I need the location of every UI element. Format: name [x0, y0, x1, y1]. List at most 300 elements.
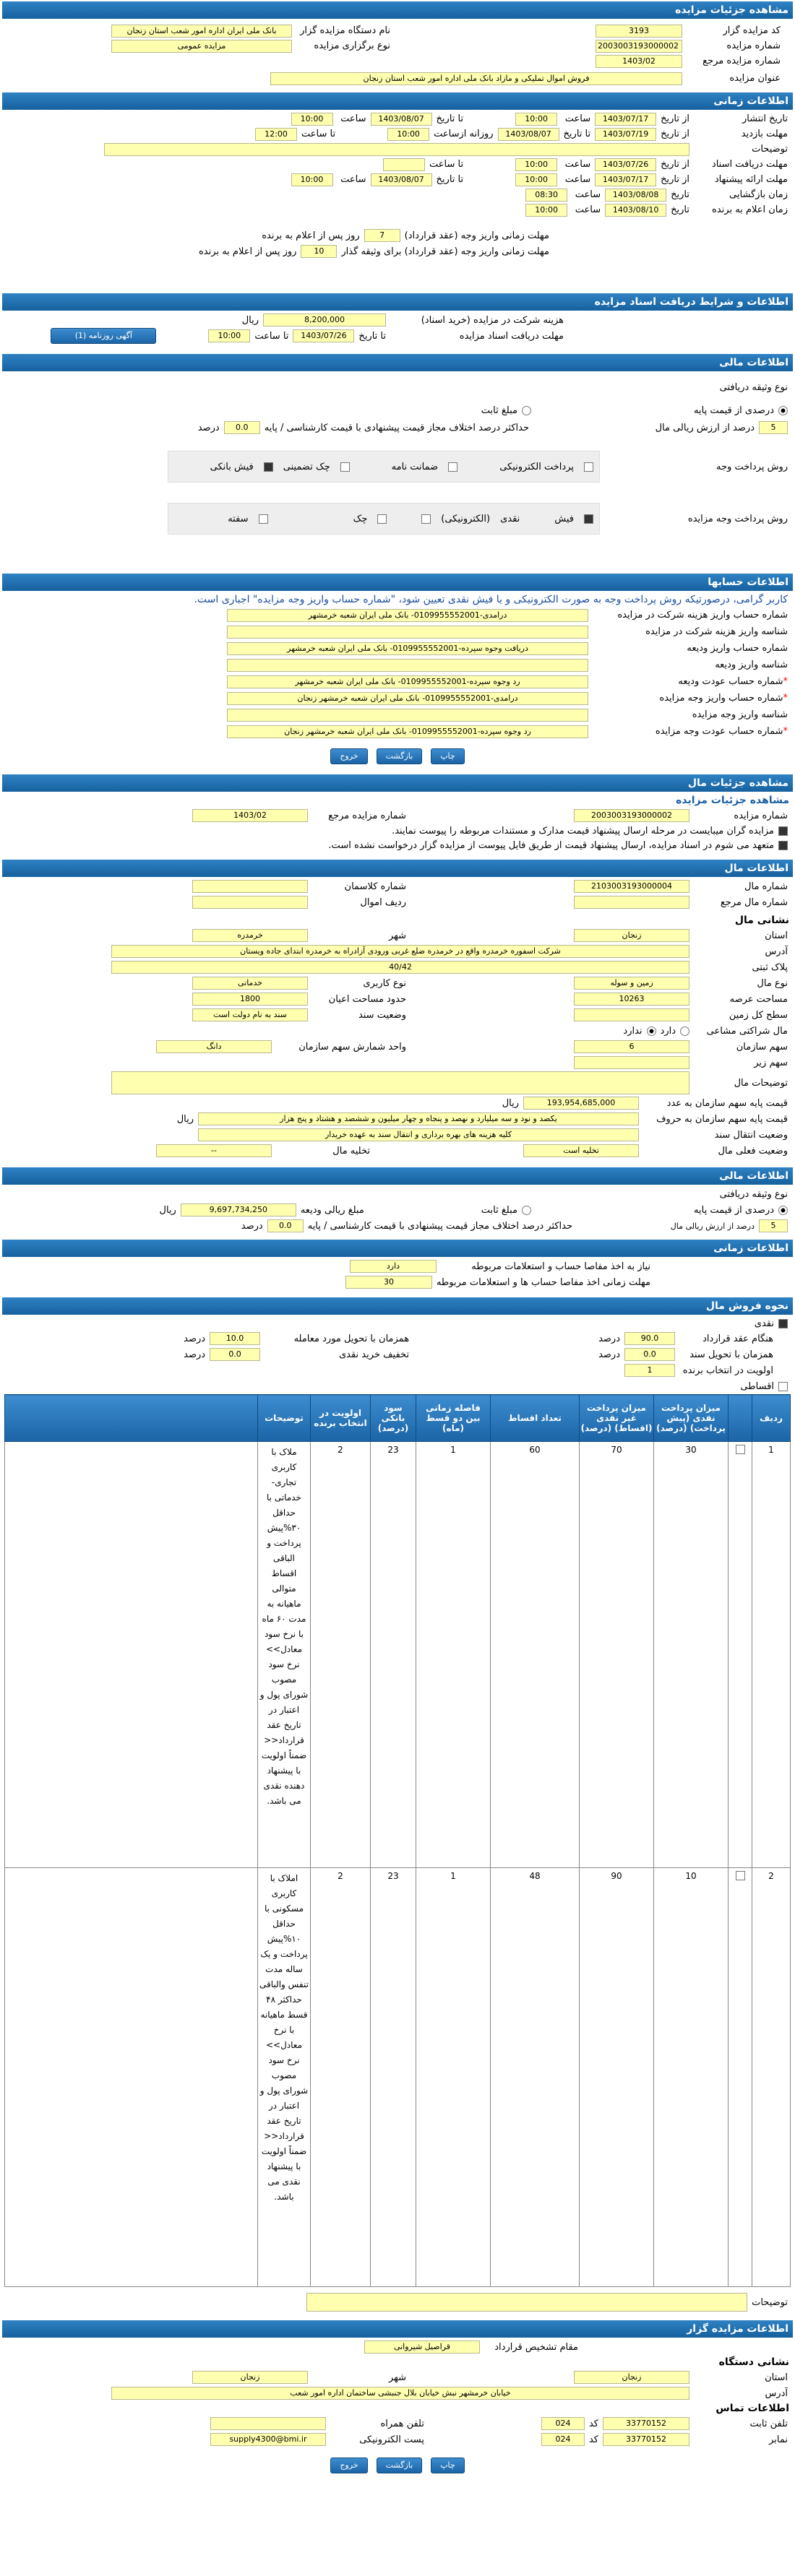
province-field: زنجان [574, 929, 689, 942]
label: درصد [197, 422, 220, 433]
label: مهلت دریافت اسناد [711, 159, 788, 170]
label: هزینه شرکت در مزایده (خرید اسناد) [421, 314, 564, 326]
label: واحد شمارش سهم سازمان [298, 1041, 406, 1053]
account-row [0, 640, 795, 657]
back-button-bottom[interactable]: بازگشت [377, 2458, 423, 2473]
contract-percent-field: 90.0 [624, 1332, 675, 1345]
offer-to-date: 1403/08/07 [371, 173, 432, 186]
publish-from-time: 10:00 [515, 113, 557, 126]
table-cell-description: ملاک با کاربری تجاری-خدماتی با حداقل ۳۰%پیش پرداخت و الباقی اقساط متوالی ماهیانه به مدت ۶۰ ماه با نرخ سود معادل>> نرخ سود مصوب شورای پول و اعتبار در تاریخ عقد قرارداد<< ضمناً اولویت با پیشنهاد دهنده نقدی می باشد. [258, 1442, 311, 1868]
org-share-field: 6 [574, 1040, 689, 1053]
label: پست الکترونیکی [359, 2434, 424, 2445]
offer-from-time: 10:00 [515, 173, 557, 186]
account-value: درامدی-0109955552001- بانک ملی ایران شعبه خرمشهر زنجان [227, 692, 588, 705]
label: تاریخ [671, 204, 689, 215]
item-ref-field [574, 896, 689, 909]
priority-field: 1 [624, 1364, 675, 1377]
label: شناسه واریز ودیعه [715, 660, 788, 670]
required-star: * [783, 693, 788, 704]
org-city-field: زنجان [192, 2371, 308, 2384]
account-row [0, 673, 795, 690]
label: درصد [241, 1220, 263, 1232]
total-area-field [574, 1008, 689, 1021]
label: قیمت پایه سهم سازمان به عدد [666, 1097, 788, 1109]
label: مهلت دریافت اسناد مزایده [459, 330, 564, 342]
account-value [227, 626, 588, 639]
phone-code-field: 024 [541, 2417, 585, 2430]
mobile-field [210, 2417, 326, 2430]
label: از تاریخ [661, 159, 689, 170]
table-header-row [5, 1395, 791, 1442]
table-cell: 30 [654, 1442, 729, 1868]
label: نام دستگاه مزایده گزار [300, 25, 390, 36]
checkbox-electronic-cash[interactable] [421, 514, 431, 524]
label: هنگام عقد قرارداد [702, 1333, 773, 1344]
label: دارد [660, 1025, 676, 1037]
label: شناسه واریز هزینه شرکت در مزایده [645, 626, 788, 637]
row-checkbox[interactable] [736, 1871, 745, 1880]
account-value [227, 709, 588, 722]
col-header-spacer [5, 1395, 258, 1442]
delivery-deed-percent-field: 0.0 [624, 1348, 675, 1361]
col-header: میزان پرداخت غیر نقدی (اقساط) (درصد) [580, 1395, 654, 1442]
table-cell-spacer [5, 1442, 258, 1868]
max-diff-field-2: 0.0 [267, 1219, 304, 1232]
label: شماره مزایده مرجع [702, 56, 781, 66]
table-cell: 10 [654, 1868, 729, 2287]
label: تلفن همراه [380, 2418, 424, 2429]
label: تخلیه مال [332, 1145, 370, 1157]
sale-notes-field [306, 2293, 747, 2312]
docs-from-date: 1403/07/26 [595, 158, 656, 171]
payment-method-box [168, 451, 600, 483]
label: شماره حساب عودت ودیعه [678, 676, 783, 687]
item-address-title: نشانی مال [734, 915, 789, 926]
checkbox-installment[interactable] [778, 1382, 788, 1391]
label: درصد [598, 1333, 620, 1344]
table-cell: 1 [752, 1442, 791, 1868]
col-header: اولویت در انتخاب برنده [311, 1395, 371, 1442]
item-row-field [192, 896, 308, 909]
label: اقساطی [740, 1380, 774, 1392]
auctioneer-code-field: 3193 [596, 25, 682, 38]
auction-subject-field: فروش اموال تملیکی و مازاد بانک ملی اداره امور شعب استان زنجان [270, 72, 682, 85]
label: مبلغ ثابت [481, 405, 517, 416]
label: کد مزایده گزار [723, 25, 781, 36]
label: ریال [159, 1204, 176, 1216]
contract-authority-field: قراصیل شیروانی [364, 2341, 480, 2354]
label: فیش [554, 513, 574, 524]
account-row [0, 690, 795, 706]
auction-number-field: 2003003193000002 [596, 40, 682, 53]
table-cell: 23 [371, 1442, 416, 1868]
label: حداکثر درصد اختلاف مجاز قیمت پیشنهادی با قیمت کارشناسی / پایه [264, 422, 529, 433]
label: روز پس از اعلام به برنده [262, 230, 360, 241]
checkbox-bank-slip[interactable] [264, 462, 273, 472]
label: متعهد می شوم در اسناد مزایده، ارسال پیشنهاد قیمت از طریق فایل پیوست از مزایده گزار درخواست نشده است. [328, 839, 774, 851]
label: کد [588, 2434, 598, 2445]
print-button[interactable]: چاپ [431, 748, 465, 764]
label: وضعیت انتقال سند [714, 1129, 788, 1141]
deed-status-field: سند به نام دولت است [192, 1008, 308, 1021]
checkbox-cash[interactable] [778, 1319, 788, 1328]
transfer-status-field: کلیه هزینه های بهره برداری و انتقال سند به عهده خریدار [198, 1128, 639, 1141]
table-cell-spacer [5, 1868, 258, 2287]
phone-field: 33770152 [603, 2417, 689, 2430]
label: اولویت در انتخاب برنده [682, 1365, 773, 1376]
auction-payment-box [168, 503, 600, 535]
label: تا تاریخ [358, 330, 386, 342]
label: درصد [184, 1349, 206, 1360]
deposit-percent-field-2: 5 [759, 1219, 788, 1232]
label: مال شراکتی مشاعی [706, 1025, 788, 1037]
label: تا ساعت [429, 159, 464, 170]
checkbox-slip[interactable] [584, 514, 593, 524]
max-diff-field: 0.0 [224, 421, 260, 434]
checkbox-commit[interactable] [778, 841, 788, 850]
label: ریال [241, 314, 259, 326]
table-cell: 2 [311, 1868, 371, 2287]
label: شماره حساب واریز هزینه شرکت در مزایده [617, 610, 788, 621]
share-unit-field: دانگ [156, 1040, 272, 1053]
exit-button-bottom[interactable]: خروج [330, 2458, 367, 2473]
accounts-list [0, 607, 795, 740]
publish-to-date: 1403/08/07 [371, 113, 432, 126]
back-button[interactable]: بازگشت [377, 748, 423, 764]
plate-field: 40/42 [111, 961, 689, 974]
visit-from-date: 1403/07/19 [595, 128, 656, 141]
label: نوع وثیقه دریافتی [719, 381, 788, 393]
label: تا تاریخ [436, 113, 464, 124]
cash-discount-field: 0.0 [210, 1348, 260, 1361]
offer-to-time: 10:00 [291, 173, 333, 186]
section-header-item-info: اطلاعات مال [2, 860, 793, 877]
label: درصدی از قیمت پایه [694, 405, 774, 416]
label: سطح کل زمین [729, 1009, 788, 1021]
account-row [0, 657, 795, 673]
label: نوع کاربری [363, 977, 406, 989]
base-price-words-field: یکصد و نود و سه میلیارد و نهصد و پنجاه و چهار میلیون و ششصد و هشتاد و پنج هزار [198, 1112, 639, 1125]
evacuation-field: -- [156, 1144, 272, 1157]
section-header-sale-method: نحوه فروش مال [2, 1297, 793, 1315]
section-header-auctioneer: اطلاعات مزایده گزار [2, 2320, 793, 2338]
address-field: شرکت اسفوره خرمدره واقع در خرمدره ضلع غربی ورودی آزادراه به خرمدره ابتدای جاده ویستان [111, 945, 689, 958]
sub-share-field [574, 1056, 689, 1069]
label: شماره کلاسمان [344, 881, 406, 892]
label: سهم زیر [754, 1057, 788, 1068]
label: (الکترونیکی) [441, 513, 491, 524]
org-province-field: زنجان [574, 2371, 689, 2384]
label: مقام تشخیص قرارداد [494, 2341, 578, 2353]
label: کد [588, 2418, 598, 2429]
subheader: مشاهده جزئیات مزایده [676, 795, 789, 806]
city-field: خرمدره [192, 929, 308, 942]
account-row [0, 723, 795, 740]
section-header-financial-2: اطلاعات مالی [2, 1167, 793, 1185]
deposit-amount-field: 9,697,734,250 [181, 1203, 296, 1216]
label: پرداخت الکترونیکی [499, 461, 574, 472]
label: وضعیت فعلی مال [718, 1145, 788, 1157]
required-star: * [783, 726, 788, 737]
label: آدرس [765, 2387, 788, 2399]
label: سهم سازمان [736, 1041, 788, 1053]
label: روزانه ازساعت [434, 129, 494, 139]
table-cell-select [729, 1442, 752, 1868]
label: مهلت ارائه پیشنهاد [714, 174, 788, 185]
organization-field: بانک ملی ایران اداره امور شعب استان زنجان [111, 25, 292, 38]
doc-deadline-date: 1403/07/26 [293, 329, 354, 342]
label: ساعت [575, 189, 601, 200]
label: از تاریخ [661, 129, 689, 139]
label: مهلت بازدید [741, 129, 788, 139]
newspaper-ad-button[interactable]: آگهی روزنامه (1) [51, 328, 156, 344]
participation-cost-field: 8,200,000 [263, 314, 386, 327]
table-row [5, 1868, 791, 2287]
exit-button[interactable]: خروج [330, 748, 367, 764]
account-value [227, 659, 588, 672]
label: زمان اعلام به برنده [712, 204, 788, 215]
label: تا تاریخ [436, 174, 464, 185]
label: همزمان با تحویل سند [689, 1349, 773, 1360]
reference-number-field: 1403/02 [192, 809, 308, 822]
payment-deadline-days: 7 [364, 229, 400, 242]
label: شماره مزایده [726, 40, 781, 51]
radio-shared-no[interactable] [647, 1026, 656, 1036]
radio-fixed-amount[interactable] [522, 406, 531, 415]
label: روش پرداخت وجه مزایده [687, 513, 788, 524]
label: مبلغ ثابت [481, 1204, 517, 1216]
visit-to-time: 12:00 [255, 128, 297, 141]
table-cell: 70 [580, 1442, 654, 1868]
label: روش پرداخت وجه [716, 461, 788, 472]
label: شماره مزایده [734, 810, 788, 821]
table-cell: 90 [580, 1868, 654, 2287]
fax-code-field: 024 [541, 2433, 585, 2446]
auction-number-field: 2003003193000002 [574, 809, 689, 822]
label: درصد از ارزش ریالی مال [670, 1221, 755, 1231]
row-checkbox[interactable] [736, 1445, 745, 1454]
label: ضمانت نامه [391, 461, 439, 472]
label: شناسه واریز وجه مزایده [692, 709, 788, 720]
label: مساحت عرصه [729, 993, 788, 1005]
checkbox-cheque[interactable] [340, 462, 350, 472]
label: مهلت زمانی واریز وجه (عقد قرارداد) [404, 230, 549, 241]
label: شماره حساب واریز ودیعه [687, 643, 788, 654]
publish-to-time: 10:00 [291, 113, 333, 126]
label: حدود مساحت اعیان [328, 993, 406, 1005]
account-value: درامدی-0109955552001- بانک ملی ایران شعبه خرمشهر [227, 609, 588, 622]
label: چک تضمینی [283, 461, 330, 472]
org-address-title: نشانی دستگاه [718, 2356, 789, 2368]
label: تا تاریخ [563, 129, 591, 139]
col-header: توضیحات [258, 1395, 311, 1442]
publish-from-date: 1403/07/17 [595, 113, 656, 126]
label: تا ساعت [254, 330, 289, 342]
label: ساعت [564, 159, 591, 170]
radio-percent-base[interactable] [778, 406, 788, 415]
label: مبلغ ریالی ودیعه [300, 1204, 364, 1216]
label: همزمان با تحویل مورد معامله [293, 1333, 410, 1344]
label: تلفن ثابت [749, 2418, 788, 2429]
contact-title: اطلاعات تماس [716, 2403, 789, 2414]
label: شماره مزایده مرجع [328, 810, 406, 821]
deposit-percent-field: 5 [759, 421, 788, 434]
label: تخفیف خرید نقدی [338, 1349, 410, 1360]
radio-shared-yes[interactable] [680, 1026, 689, 1036]
label: شهر [388, 930, 406, 941]
table-cell: 2 [752, 1868, 791, 2287]
label: درصد [598, 1349, 620, 1360]
usage-field: خدماتی [192, 977, 308, 990]
checkbox-cheque2[interactable] [377, 514, 387, 524]
label: ساعت [575, 204, 601, 215]
table-cell-description: املاک با کاربری مسکونی با حداقل ۱۰%پیش پرداخت و یک ساله مدت تنفس والباقی حداکثر ۴۸ قسط ماهیانه با نرخ معادل>> نرخ سود مصوب شورای پول و اعتبار در تاریخ عقد قرارداد<< ضمناً اولویت با پیشنهاد نقدی می باشد. [258, 1868, 311, 2287]
class-number-field [192, 880, 308, 893]
item-number-field: 2103003193000004 [574, 880, 689, 893]
label: سفته [228, 513, 249, 524]
land-area-field: 10263 [574, 993, 689, 1006]
table-cell-select [729, 1868, 752, 2287]
table-row [5, 1442, 791, 1868]
building-area-field: 1800 [192, 993, 308, 1006]
table-cell: 1 [416, 1442, 491, 1868]
col-header: میزان پرداخت نقدی (پیش پرداخت) (درصد) [654, 1395, 729, 1442]
account-value: دریافت وجوه سپرده-0109955552001- بانک ملی ایران شعبه خرمشهر [227, 642, 588, 655]
checkbox-electronic[interactable] [584, 462, 593, 472]
col-header-select [729, 1395, 752, 1442]
label: قیمت پایه سهم سازمان به حروف [656, 1113, 788, 1125]
time-description-field [104, 143, 689, 156]
account-row [0, 623, 795, 640]
collateral-deadline-days: 10 [301, 245, 337, 258]
label: پلاک ثبتی [752, 961, 788, 973]
label: وضعیت سند [358, 1009, 406, 1021]
label: استان [765, 930, 788, 941]
account-row [0, 706, 795, 723]
section-header-time-info: اطلاعات زمانی [2, 92, 793, 110]
label: ساعت [564, 113, 591, 124]
section-header-time-2: اطلاعات زمانی [2, 1240, 793, 1257]
doc-deadline-time: 10:00 [208, 329, 250, 342]
col-header: تعداد اقساط [491, 1395, 580, 1442]
label: نقدی [500, 513, 520, 524]
label: شماره مال [744, 881, 788, 892]
col-header: فاصله زمانی بین دو قسط (ماه) [416, 1395, 491, 1442]
label: ریال [176, 1113, 194, 1125]
label: مزایده گران میبایست در مرحله ارسال پیشنهاد قیمت مدارک و مستندات مربوطه را پیوست نمایند. [392, 825, 774, 837]
radio-percent-base-2[interactable] [778, 1206, 788, 1215]
checkbox-promissory[interactable] [259, 514, 268, 524]
print-button-bottom[interactable]: چاپ [431, 2458, 465, 2473]
label: شهر [388, 2372, 406, 2383]
label: فیش بانکی [210, 461, 254, 472]
account-value: رد وجوه سپرده-0109955552001- بانک ملی ایران شعبه خرمشهر زنجان [227, 725, 588, 738]
item-kind-field: زمین و سوله [574, 977, 689, 990]
opening-date: 1403/08/08 [605, 189, 666, 202]
label: نوع وثیقه دریافتی [719, 1188, 788, 1200]
docs-to-time [383, 158, 425, 171]
account-value: رد وجوه سپرده-0109955552001- بانک ملی ایران شعبه خرمشهر [227, 675, 588, 688]
clearance-days-field: 30 [345, 1276, 432, 1289]
delivery-item-percent-field: 10.0 [210, 1332, 260, 1345]
label: درصد از ارزش ریالی مال [655, 422, 755, 433]
label: حداکثر درصد اختلاف مجاز قیمت پیشنهادی با قیمت کارشناسی / پایه [307, 1220, 572, 1232]
label: از تاریخ [661, 113, 689, 124]
section-header-item-details: مشاهده جزئیات مال [2, 774, 793, 792]
table-cell: 23 [371, 1868, 416, 2287]
label: نقدی [754, 1318, 774, 1329]
label: تاریخ [671, 189, 689, 200]
opening-time: 08:30 [525, 189, 567, 202]
table-cell: 1 [416, 1868, 491, 2287]
occupancy-field: تخلیه است [523, 1144, 639, 1157]
offer-from-date: 1403/07/17 [595, 173, 656, 186]
checkbox-guarantee[interactable] [448, 462, 457, 472]
announce-time: 10:00 [525, 204, 567, 217]
auction-type-field: مزایده عمومی [111, 40, 292, 53]
label: ردیف اموال [360, 896, 406, 908]
docs-from-time: 10:00 [515, 158, 557, 171]
visit-from-time: 10:00 [387, 128, 429, 141]
label: توضیحات مال [734, 1077, 788, 1089]
label: چک [353, 513, 368, 524]
col-header: ردیف [752, 1395, 791, 1442]
label: ساعت [340, 113, 366, 124]
section-header-auction-details: مشاهده جزئیات مزایده [2, 1, 793, 19]
clearance-required-field: دارد [350, 1260, 437, 1273]
reference-number-field: 1403/02 [596, 55, 682, 68]
section-header-financial: اطلاعات مالی [2, 354, 793, 371]
label: شماره مال مرجع [720, 896, 788, 908]
required-star: * [783, 676, 788, 687]
label: درصد [184, 1333, 206, 1344]
label: توضیحات [752, 144, 788, 155]
visit-to-date: 1403/08/07 [498, 128, 559, 141]
label: عنوان مزایده [729, 73, 781, 84]
label: مهلت زمانی اخذ مفاصا حساب ها و استعلامات مربوطه [436, 1276, 650, 1288]
radio-fixed-amount-2[interactable] [522, 1206, 531, 1215]
section-header-doc-conditions: اطلاعات و شرایط دریافت اسناد مزایده [2, 293, 793, 311]
label: ندارد [623, 1025, 643, 1037]
label: نوع مال [757, 977, 788, 989]
col-header: سود بانکی (درصد) [371, 1395, 416, 1442]
accounts-note: کاربر گرامی، درصورتیکه روش پرداخت وجه به صورت الکترونیکی و یا فیش نقدی تعیین شود، "شماره حساب واریز وجه مزایده" اجباری است. [194, 594, 788, 605]
label: زمان بازگشایی [729, 189, 788, 200]
email-field: supply4300@bmi.ir [210, 2433, 326, 2446]
table-cell: 48 [491, 1868, 580, 2287]
label: درصدی از قیمت پایه [694, 1204, 774, 1216]
label: نوع برگزاری مزایده [314, 40, 390, 51]
label: روز پس از اعلام به برنده [199, 246, 297, 257]
announce-date: 1403/08/10 [605, 204, 666, 217]
label: استان [765, 2372, 788, 2383]
label: نیاز به اخذ مفاصا حساب و استعلامات مربوطه [471, 1261, 650, 1272]
label: نمابر [769, 2434, 788, 2445]
org-address-field: خیابان خرمشهر نبش خیابان بلال جنبشی ساختمان اداره امور شعب [111, 2387, 689, 2400]
label: شماره حساب عودت وجه مزایده [655, 726, 783, 737]
checkbox-attach-docs[interactable] [778, 826, 788, 836]
base-price-field: 193,954,685,000 [523, 1097, 639, 1110]
label: از تاریخ [661, 174, 689, 185]
label: شماره حساب واریز وجه مزایده [659, 693, 783, 704]
label: توضیحات [752, 2296, 788, 2308]
installment-table [4, 1394, 791, 2287]
label: ساعت [564, 174, 591, 185]
label: ریال [502, 1097, 519, 1109]
section-header-accounts: اطلاعات حسابها [2, 574, 793, 591]
table-cell: 60 [491, 1442, 580, 1868]
button-bar-bottom [0, 2458, 795, 2473]
